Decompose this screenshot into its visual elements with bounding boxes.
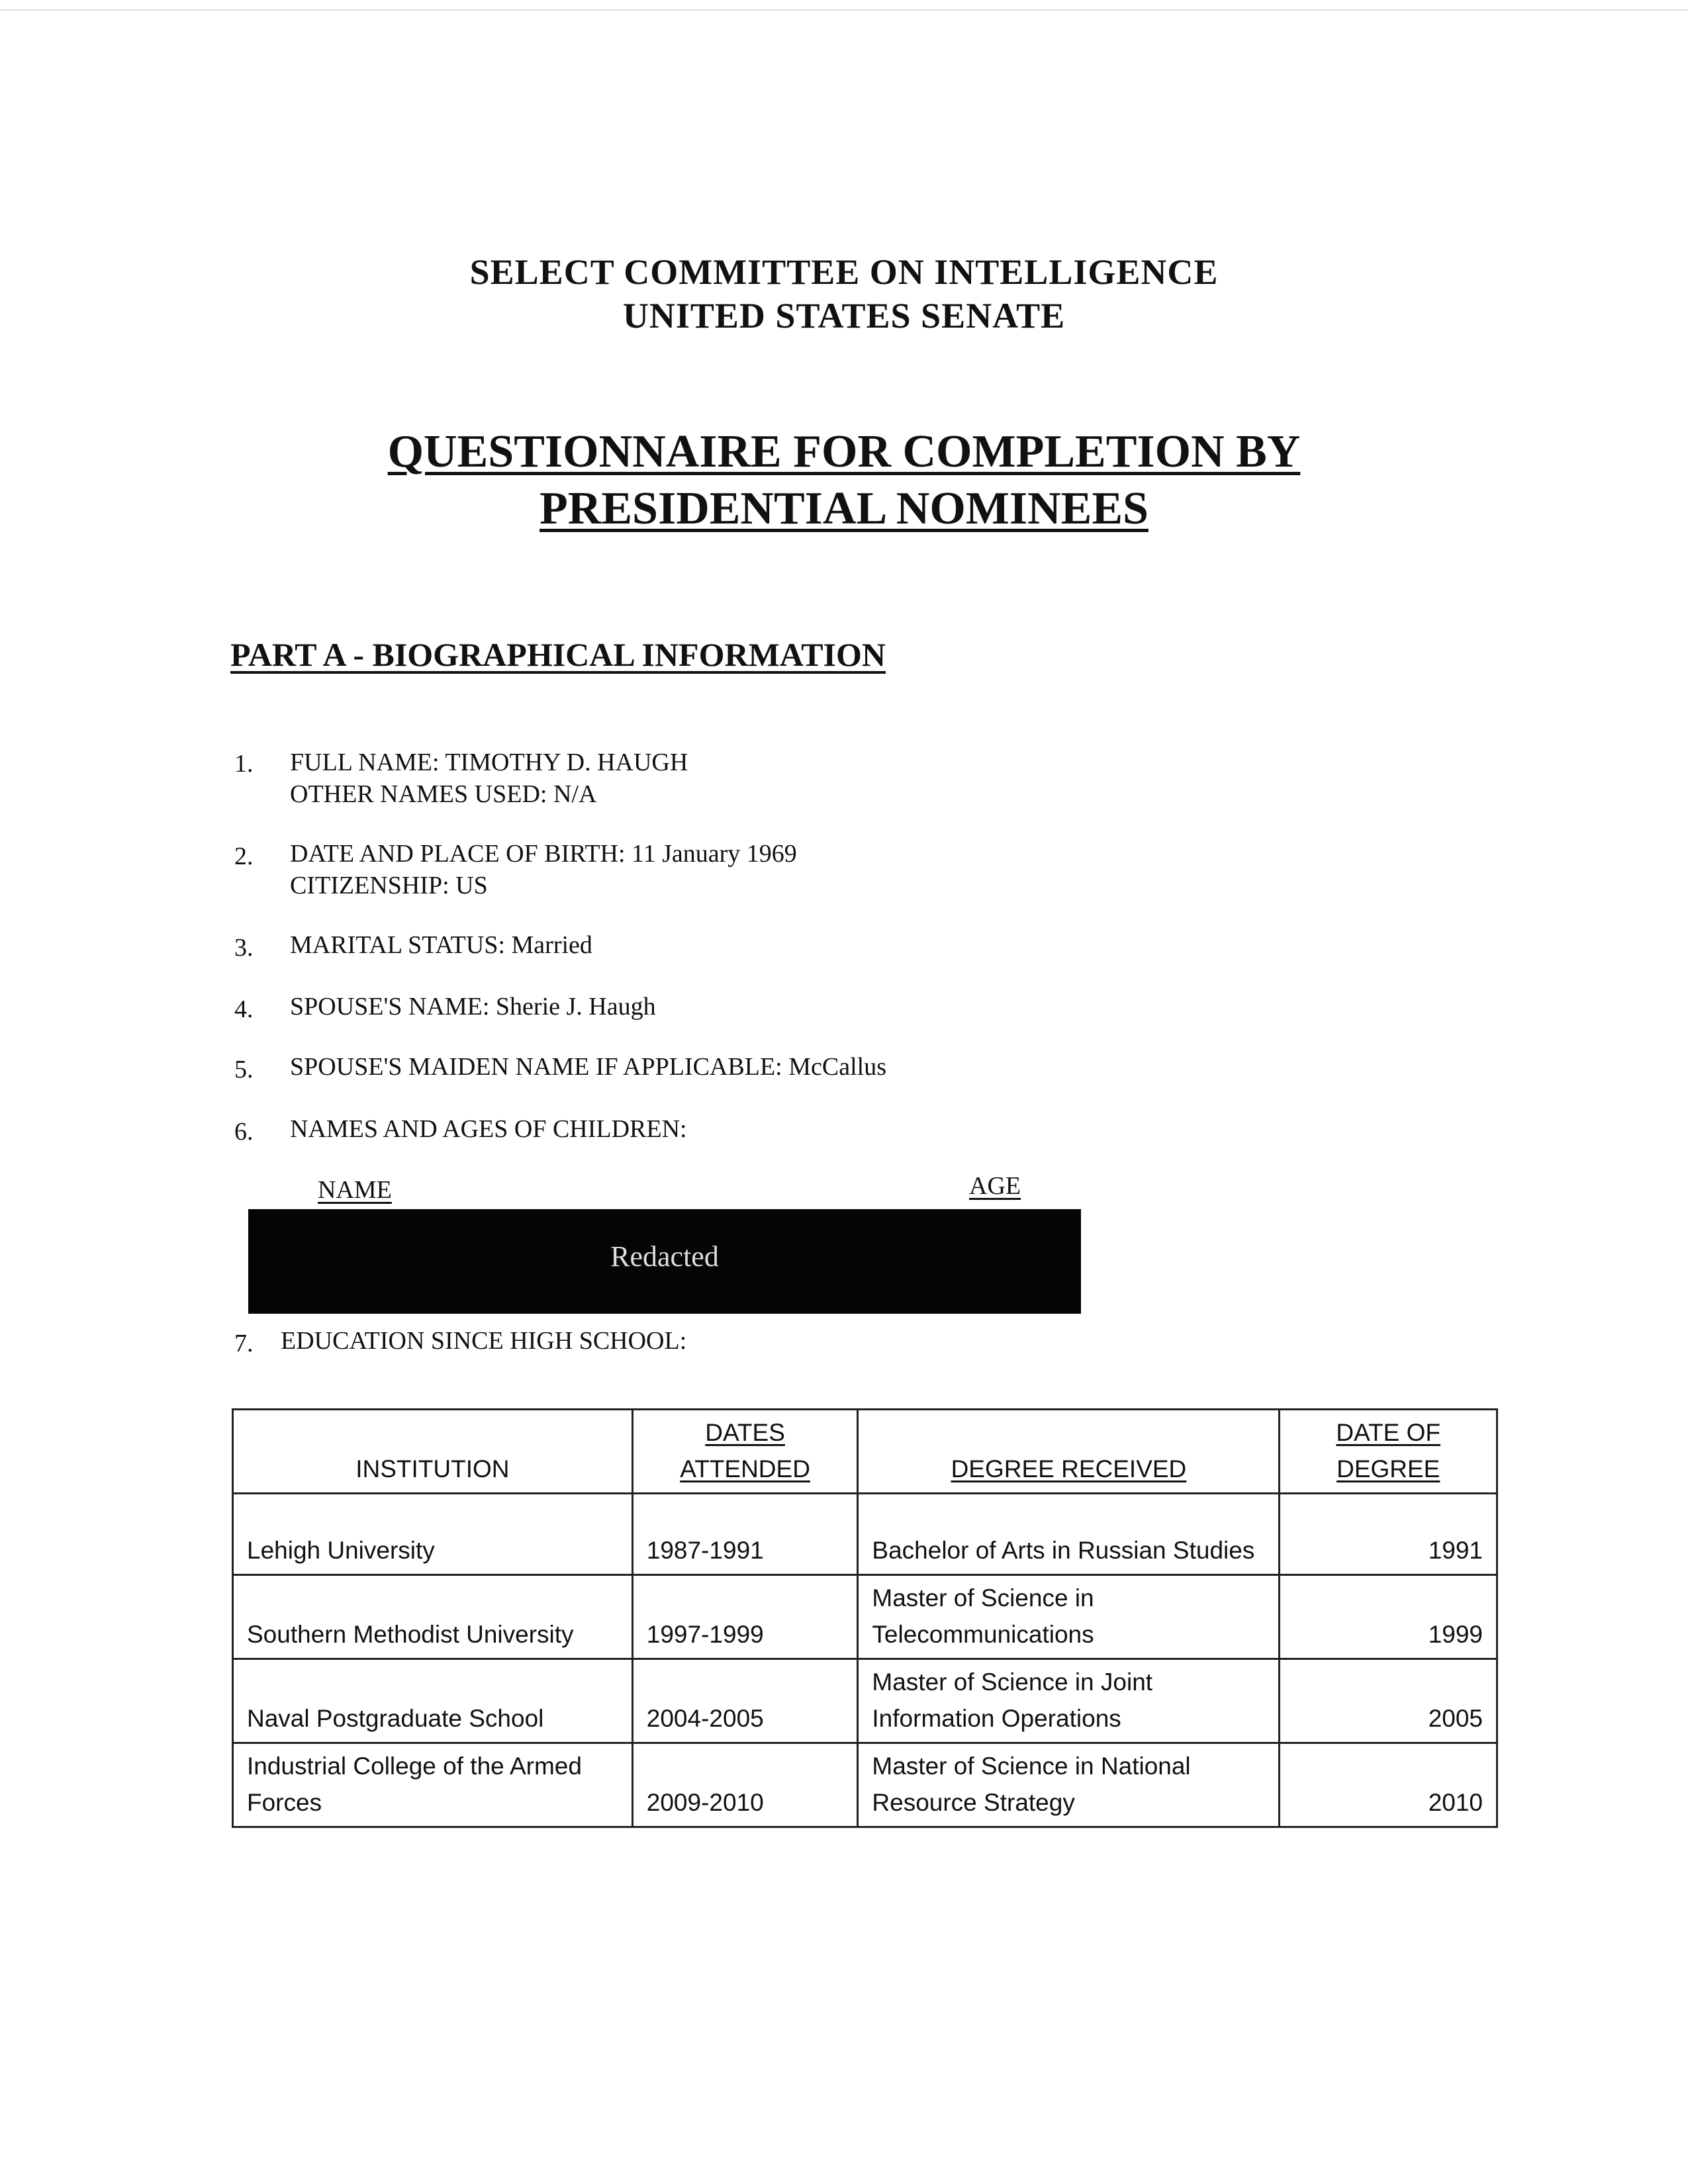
dates-cell: 1987-1991 — [632, 1494, 858, 1575]
senate-name: UNITED STATES SENATE — [622, 296, 1066, 336]
committee-name: SELECT COMMITTEE ON INTELLIGENCE — [469, 252, 1219, 292]
table-row — [233, 1659, 1497, 1743]
education-table — [232, 1408, 1498, 1828]
item-number: 4. — [234, 995, 254, 1023]
education-field: EDUCATION SINCE HIGH SCHOOL: — [281, 1327, 687, 1355]
header-dates-attended: DATES ATTENDED — [632, 1410, 858, 1494]
table-row — [233, 1743, 1497, 1827]
dates-cell: 2009-2010 — [632, 1743, 858, 1827]
dates-cell: 1997-1999 — [632, 1575, 858, 1659]
institution-cell: Lehigh University — [233, 1494, 633, 1575]
item-number: 2. — [234, 842, 254, 870]
table-row — [233, 1494, 1497, 1575]
section-heading: PART A - BIOGRAPHICAL INFORMATION — [230, 636, 886, 673]
dates-cell: 2004-2005 — [632, 1659, 858, 1743]
institution-cell: Industrial College of the Armed Forces — [233, 1743, 633, 1827]
children-field: NAMES AND AGES OF CHILDREN: — [290, 1115, 687, 1143]
redaction-block — [248, 1209, 1081, 1314]
document-title-line1: QUESTIONNAIRE FOR COMPLETION BY — [387, 426, 1301, 477]
item-number: 5. — [234, 1056, 254, 1083]
table-row — [233, 1575, 1497, 1659]
spouse-name-field: SPOUSE'S NAME: Sherie J. Haugh — [290, 993, 656, 1021]
institution-cell: Southern Methodist University — [233, 1575, 633, 1659]
children-age-header: AGE — [969, 1172, 1021, 1200]
birth-field: DATE AND PLACE OF BIRTH: 11 January 1969 — [290, 840, 797, 868]
item-number: 3. — [234, 934, 254, 962]
degree-cell: Master of Science in Telecommunications — [858, 1575, 1280, 1659]
table-header-row — [233, 1410, 1497, 1494]
year-cell: 2005 — [1280, 1659, 1497, 1743]
degree-cell: Master of Science in National Resource Strategy — [858, 1743, 1280, 1827]
institution-cell: Naval Postgraduate School — [233, 1659, 633, 1743]
item-number: 1. — [234, 750, 254, 778]
header-date-of-degree: DATE OF DEGREE — [1280, 1410, 1497, 1494]
header-institution: INSTITUTION — [233, 1410, 633, 1494]
degree-cell: Master of Science in Joint Information Operations — [858, 1659, 1280, 1743]
degree-cell: Bachelor of Arts in Russian Studies — [858, 1494, 1280, 1575]
redacted-label: Redacted — [610, 1240, 719, 1273]
scan-edge-line — [0, 9, 1688, 11]
document-title-line2: PRESIDENTIAL NOMINEES — [539, 483, 1149, 534]
header-degree-received: DEGREE RECEIVED — [858, 1410, 1280, 1494]
marital-status-field: MARITAL STATUS: Married — [290, 931, 592, 959]
year-cell: 1991 — [1280, 1494, 1497, 1575]
year-cell: 1999 — [1280, 1575, 1497, 1659]
item-number: 6. — [234, 1118, 254, 1146]
year-cell: 2010 — [1280, 1743, 1497, 1827]
spouse-maiden-name-field: SPOUSE'S MAIDEN NAME IF APPLICABLE: McCallus — [290, 1053, 886, 1081]
citizenship-field: CITIZENSHIP: US — [290, 872, 488, 899]
other-names-field: OTHER NAMES USED: N/A — [290, 780, 597, 808]
children-name-header: NAME — [318, 1176, 392, 1204]
full-name-field: FULL NAME: TIMOTHY D. HAUGH — [290, 749, 688, 776]
item-number: 7. — [234, 1330, 254, 1357]
